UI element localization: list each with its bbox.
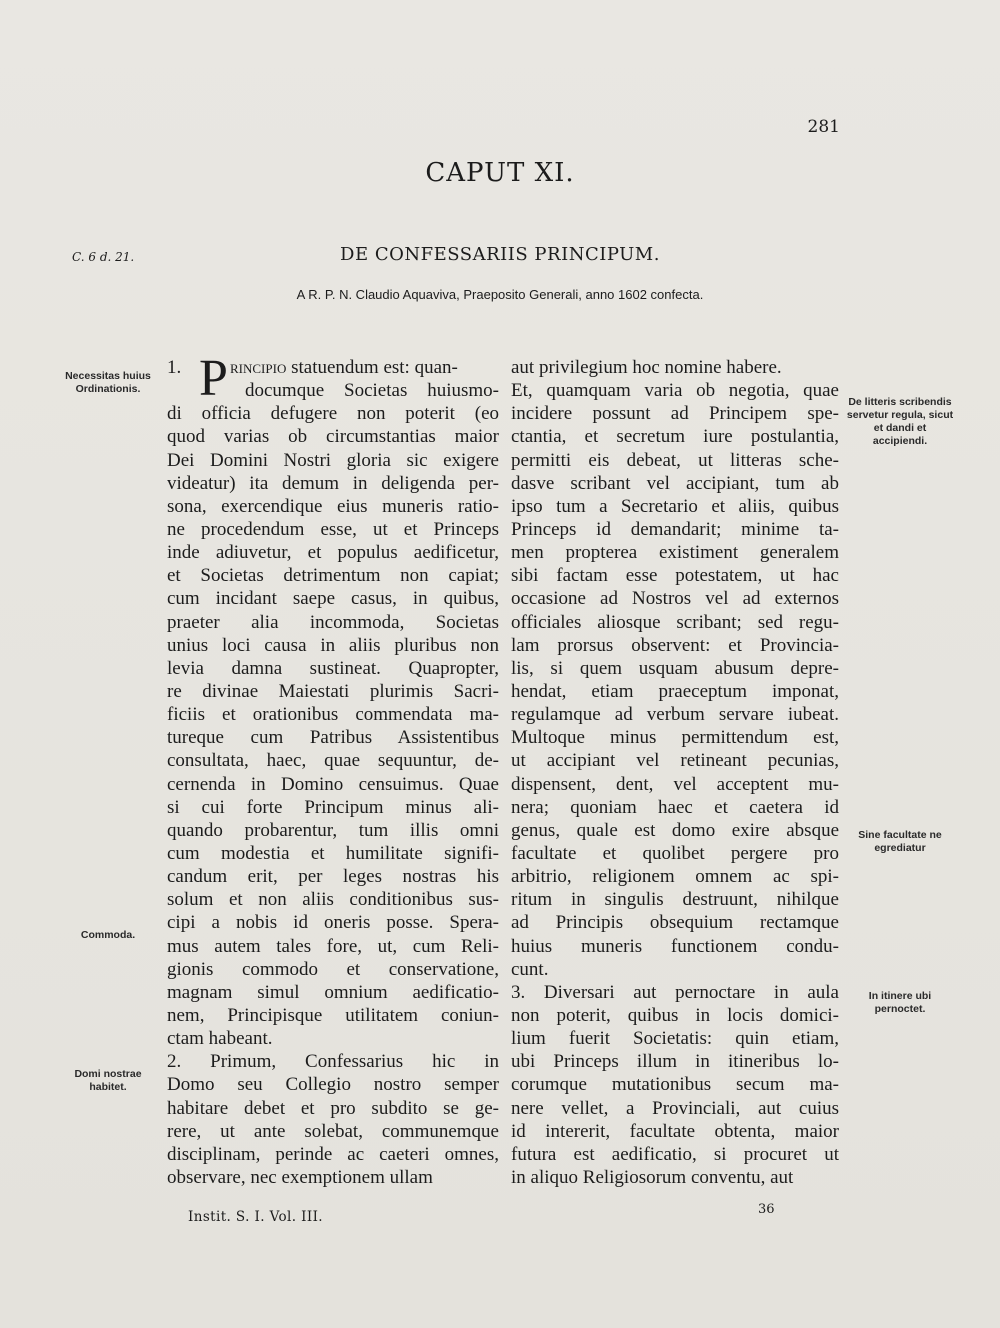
text-line: men propterea existiment generalem [511,542,839,564]
text-line: Multoque minus permittendum est, [511,727,839,749]
margin-note-itinere: In itinere ubi pernoctet. [868,990,932,1015]
text-line: 2. Primum, Confessarius hic in [167,1051,499,1073]
right-text-column [511,356,839,1189]
text-line: gionis commodo et conservatione, [167,958,499,980]
text-line: ubi Princeps illum in itineribus lo- [511,1051,839,1073]
text-line: ctantia, et secretum iure postulantia, [511,426,839,448]
margin-note-facultate: Sine facultate ne egrediatur [858,829,942,854]
text-line: futura est aedificatio, si procuret ut [511,1143,839,1165]
text-line: occasione ad Nostros vel ad externos [511,588,839,610]
margin-note-commoda: Commoda. [80,929,136,941]
text-line: et Societas detrimentum non capiat; [167,565,499,587]
text-line: ficiis et orationibus commendata ma- [167,704,499,726]
page-number: 281 [807,117,840,137]
text-line: incidere possunt ad Principem spe- [511,403,839,425]
text-line: tureque cum Patribus Assistentibus [167,727,499,749]
text-line: levia damna sustineat. Quapropter, [167,657,499,679]
text-line: corumque mutationibus secum ma- [511,1074,839,1096]
text-line: cipi a nobis id oneris posse. Spera- [167,912,499,934]
text-line: regulamque ad verbum servare iubeat. [511,704,839,726]
footer-imprint: Instit. S. I. Vol. III. [188,1209,323,1225]
text-line: genus, quale est domo exire absque [511,819,839,841]
text-line: consultata, haec, quae sequuntur, de- [167,750,499,772]
text-line: nera; quoniam haec et caetera id [511,796,839,818]
text-line: cernenda in Domino censuimus. Quae [167,773,499,795]
text-line: permitti eis debeat, ut litteras sche- [511,449,839,471]
text-line: dispensent, dent, vel acceptent mu- [511,773,839,795]
text-line: quod varias ob circumstantias maior [167,426,499,448]
text-line: praeter alia incommoda, Societas [167,611,499,633]
text-line: re divinae Maiestati plurimis Sacri- [167,680,499,702]
text-line: ctam habeant. [167,1028,273,1050]
text-line: quando probarentur, tum illis omni [167,819,499,841]
text-line: habitare debet et pro subdito se ge- [167,1097,499,1119]
text-line: id intererit, facultate obtenta, maior [511,1120,839,1142]
text-line: Dei Domini Nostri gloria sic exigere [167,449,499,471]
text-line: aut privilegium hoc nomine habere. [511,357,782,378]
text-line: in aliquo Religiosorum conventu, aut [511,1166,794,1188]
margin-note-necessitas: Necessitas huius Ordinationis. [65,370,151,395]
paragraph-number: 1. [167,357,182,378]
text-line: unius loci causa in aliis pluribus non [167,634,499,656]
text-line: mus autem tales fore, ut, cum Reli- [167,935,499,957]
text-line: Et, quamquam varia ob negotia, quae [511,380,839,402]
text-line: cum modestia et humilitate signifi- [167,842,499,864]
text-line: lam prorsus observent: et Provincia- [511,634,839,656]
drop-cap: P [199,350,228,407]
text-line: Princeps id demandarit; minime ta- [511,518,839,540]
text-line: ne procedendum esse, ut et Princeps [167,518,499,540]
text-line: observare, nec exemptionem ullam [167,1166,433,1188]
margin-note-litteris: De litteris scribendis servetur regula, sicut et dandi et accipiendi. [846,396,954,447]
text-line: ad Principis obsequium rectamque [511,912,839,934]
line-text: statuendum est: quan- [291,357,458,378]
margin-note-domi: Domi nostrae habitet. [74,1068,142,1093]
text-line: arbitrio, religionem omnem ac spi- [511,866,839,888]
small-caps-word: rincipio [230,357,287,378]
chapter-heading: CAPUT XI. [425,158,575,188]
text-line: sibi factam esse potestatem, ut hac [511,565,839,587]
text-line: lium fuerit Societatis: quin etiam, [511,1028,839,1050]
text-line: facultate et quolibet pergere pro [511,842,839,864]
text-line: cunt. [511,958,549,980]
text-line: officiales aliosque scribant; sed regu- [511,611,839,633]
text-line: lis, si quem usquam abusum depre- [511,657,839,679]
text-line: sona, exercendique eius muneris ratio- [167,495,499,517]
text-line: Domo seu Collegio nostro semper [167,1074,499,1096]
text-line: magnam simul omnium aedificatio- [167,981,499,1003]
text-line: huius muneris functionem condu- [511,935,839,957]
text-line: ipso tum a Secretario et aliis, quibus [511,495,839,517]
margin-reference: C. 6 d. 21. [72,250,135,264]
text-line: disciplinam, perinde ac caeteri omnes, [167,1143,499,1165]
chapter-title: DE CONFESSARIIS PRINCIPUM. [340,244,660,265]
text-line: 3. Diversari aut pernoctare in aula [511,981,839,1003]
text-line: documque Societas huiusmo- [245,380,499,402]
signature-mark: 36 [758,1202,775,1217]
text-line: non poterit, quibus in locis domici- [511,1004,839,1026]
text-line: dasve scribant vel accipiant, tum ab [511,472,839,494]
text-line: nem, Principisque utilitatem coniun- [167,1004,499,1026]
text-line: rere, ut ante solebat, communemque [167,1120,499,1142]
text-line: ut accipiant vel retineant pecunias, [511,750,839,772]
text-line: solum et non aliis conditionibus sus- [167,889,499,911]
text-line: inde adiuvetur, et populus aedificetur, [167,542,499,564]
left-text-column [167,350,499,1189]
text-line: nere vellet, a Provinciali, aut cuius [511,1097,839,1119]
text-line: cum incidant saepe casus, in quibus, [167,588,499,610]
chapter-subtitle: A R. P. N. Claudio Aquaviva, Praeposito Generali, anno 1602 confecta. [296,287,704,302]
text-line: videatur) ita demum in deligenda per- [167,472,499,494]
text-line: di officia defugere non poterit (eo [167,403,499,425]
text-line: hendat, etiam praeceptum imponat, [511,680,839,702]
text-line: ritum in singulis destruunt, nihilque [511,889,839,911]
text-line: candum erit, per leges nostras his [167,866,499,888]
text-line: si cui forte Principum minus ali- [167,796,499,818]
